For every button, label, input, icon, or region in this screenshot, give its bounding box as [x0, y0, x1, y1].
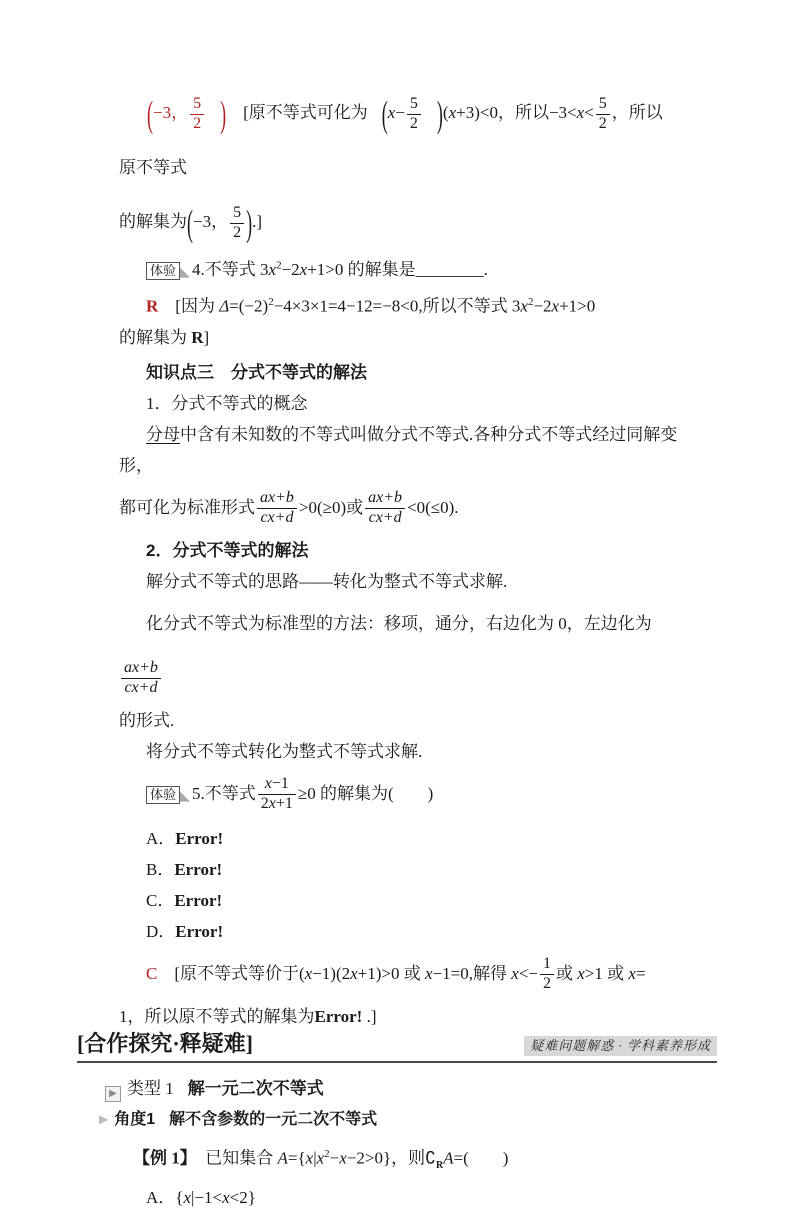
fraction: $\frac{ax+b}{cx+d}$ [257, 490, 297, 527]
exercise5-answer-line2: 1，所以原不等式的解集为Error! .] [119, 1006, 377, 1026]
exercise3-answer-line1: (−3， $\frac{5}{2}$ ) [原不等式可化为 (x− $\frac{5}{2}$ )(x+3)<0，所以−3<x< $\frac{5}{2}$ ，所以原不等式 [119, 93, 663, 178]
body-column [119, 86, 679, 1032]
standardize-method-line: 化分式不等式为标准型的方法：移项，通分，右边化为 0，左边化为 $\frac{ax+b}{cx+d}$ [119, 597, 679, 705]
method-subheading: 2．分式不等式的解法 [146, 540, 309, 560]
tiyan-flag-icon: ◣ [180, 263, 191, 279]
fraction: $\frac{5}{2}$ [596, 96, 610, 133]
angle1-label: 角度1 [114, 1110, 156, 1128]
fraction-inequality-definition: 分母中含有未知数的不等式叫做分式不等式.各种分式不等式经过同解变形， [119, 424, 678, 475]
tiyan-flag-icon: ◣ [180, 787, 191, 803]
exercise5-option-d: D．Error! [146, 921, 224, 941]
solving-idea-line: 解分式不等式的思路——转化为整式不等式求解. [146, 571, 508, 591]
exercise4-answer-line1: R [因为 $\Delta=(-2)^2-4\times 3\times 1=4-12=-8<0$,所以不等式 $3x^2-2x+1>0$ [146, 295, 596, 316]
fraction: $\frac{ax+b}{cx+d}$ [121, 660, 161, 697]
angle1-title: 解不含参数的一元二次不等式 [169, 1110, 378, 1128]
tiyan-badge-label: 体验 [146, 262, 180, 280]
standard-form-line: 都可化为标准形式 $\frac{ax+b}{cx+d}$ >0(≥0)或 $\frac{ax+b}{cx+d}$ <0(≤0). [119, 489, 459, 527]
exercise5-option-a: A．Error! [146, 828, 224, 848]
form-end-line: 的形式. [119, 710, 175, 730]
exercise3-answer-line2: 的解集为(−3， $\frac{5}{2}$ ).] [119, 202, 263, 244]
example1-question: 【例 1】 已知集合 $A=\{x|x^2-x-2>0\}$，则$∁_RA=$( ) [133, 1147, 509, 1171]
exercise4-answer-line2: 的解集为 R] [119, 327, 210, 347]
fraction: $\frac{5}{2}$ [230, 205, 244, 242]
fraction: $\frac{5}{2}$ [190, 96, 204, 133]
knowledge-point3-heading: 知识点三 分式不等式的解法 [146, 362, 367, 382]
type-arrow-icon: ▶ [105, 1086, 121, 1102]
example1-option-a: A．{x|−1<x<2} [146, 1187, 256, 1207]
exercise4-question-text: 4.不等式 $3x^2-2x+1>0$ 的解集是________. [192, 259, 488, 279]
exercise5-question-text: 5.不等式 $\frac{x-1}{2x+1}$ ≥0 的解集为( ) [192, 775, 434, 813]
tiyan-badge [146, 767, 190, 823]
section-title: [合作探究·释疑难] [77, 1030, 253, 1056]
type1-row [105, 1073, 717, 1104]
fraction: $\frac{5}{2}$ [407, 96, 421, 133]
convert-line: 将分式不等式转化为整式不等式求解. [146, 741, 423, 761]
exercise5-question [119, 767, 679, 823]
fraction: $\frac{1}{2}$ [540, 956, 554, 993]
exercise4-question [119, 250, 679, 287]
fraction: $\frac{ax+b}{cx+d}$ [365, 490, 405, 527]
section-subtitle-badge: 疑难问题解惑 · 学科素养形成 [524, 1036, 717, 1056]
tiyan-badge [146, 254, 190, 287]
angle1-row [99, 1104, 717, 1135]
exercise5-option-c: C．Error! [146, 890, 223, 910]
exercise5-answer-line1: C [原不等式等价于(x−1)(2x+1)>0 或 x−1=0,解得 x<− $\frac{1}{2}$ 或 x>1 或 x= [146, 955, 646, 993]
section-header-band [77, 1032, 717, 1063]
fraction: $\frac{x-1}{2x+1}$ [258, 776, 296, 813]
exercise5-option-b: B．Error! [146, 859, 223, 879]
angle-arrow-icon: ▶ [99, 1111, 109, 1126]
type1-label: 类型 1 [127, 1078, 174, 1098]
tiyan-badge-label: 体验 [146, 786, 180, 804]
concept-subheading: 1．分式不等式的概念 [146, 393, 308, 413]
type1-title: 解一元二次不等式 [187, 1078, 324, 1098]
